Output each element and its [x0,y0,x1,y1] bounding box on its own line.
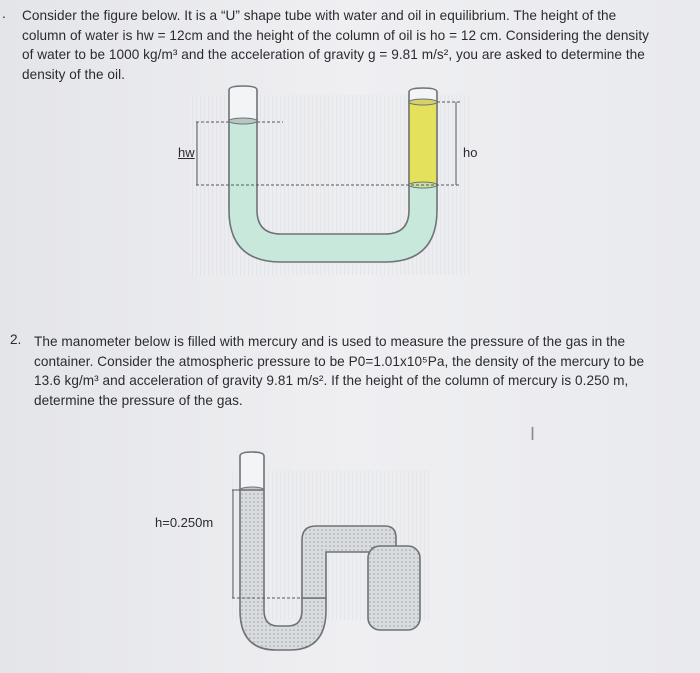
oil-column [409,102,437,185]
water-height-label: hw [178,145,195,160]
manometer-figure-2 [230,452,430,650]
question-1-text: Consider the figure below. It is a “U” shape tube with water and oil in equilibrium. The height of the column of water is hw = 12cm and the height of the column of oil is ho = 12 cm. Considering the density of water to be 1000 kg/m³ and the acceleration of gravity g = 9.81 m/s², you are asked to determine the density of the oil. [22,8,650,82]
mercury-height-label: h=0.250m [155,515,214,530]
oil-height-label: ho [463,145,478,160]
gas-container [368,546,420,630]
question-2-text: The manometer below is filled with mercury and is used to measure the pressure of the gas in the container. Consider the atmospheric pressure to be P0=1.01x10⁵Pa, the density of the mercury to be 13.6 kg/m³ and acceleration of gravity 9.81 m/s². If the height of the column of mercury is 0.250 m, determine the pressure of the gas. [34,334,645,408]
u-tube-figure-1 [190,86,470,275]
question-1-number: . [2,6,6,21]
text-cursor-icon: I [530,424,536,444]
question-2-number: 2. [10,332,22,347]
